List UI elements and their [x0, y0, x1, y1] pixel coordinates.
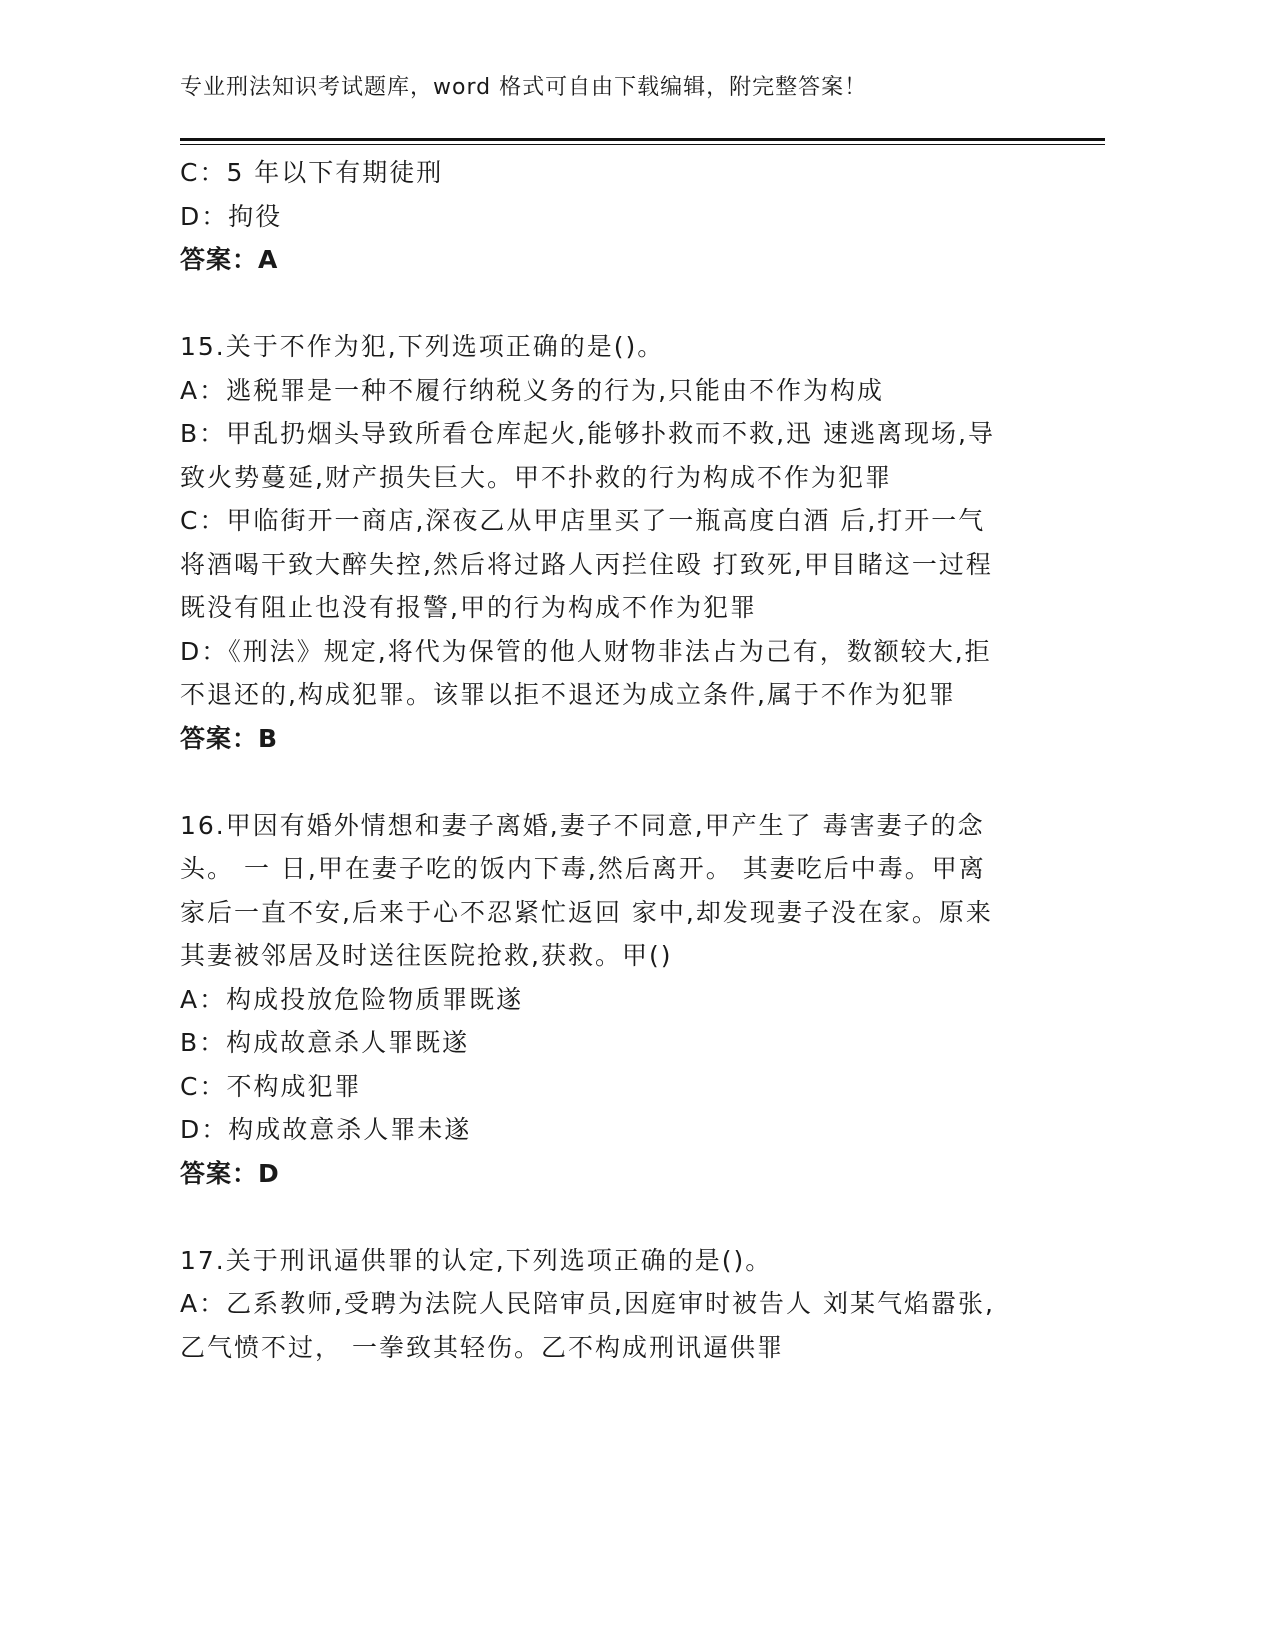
document-body	[180, 151, 1040, 1369]
question-line: 16.甲因有婚外情想和妻子离婚,妻子不同意,甲产生了 毒害妻子的念	[180, 810, 985, 840]
option-line: A：构成投放危险物质罪既遂	[180, 984, 524, 1014]
option-line: 将酒喝干致大醉失控,然后将过路人丙拦住殴 打致死,甲目睹这一过程	[180, 549, 993, 579]
option-line: D：《刑法》规定,将代为保管的他人财物非法占为己有，数额较大,拒	[180, 636, 992, 666]
answer-line: 答案：D	[180, 1158, 280, 1188]
option-line: C：不构成犯罪	[180, 1071, 362, 1101]
answer-line: 答案：B	[180, 723, 279, 753]
question-line: 家后一直不安,后来于心不忍紧忙返回 家中,却发现妻子没在家。原来	[180, 897, 993, 927]
option-line: D：构成故意杀人罪未遂	[180, 1115, 472, 1144]
option-line: 不退还的,构成犯罪。该罪以拒不退还为成立条件,属于不作为犯罪	[180, 680, 956, 709]
spacer	[180, 282, 1040, 326]
option-line: B：构成故意杀人罪既遂	[180, 1028, 470, 1057]
option-line: B：甲乱扔烟头导致所看仓库起火,能够扑救而不救,迅 速逃离现场,导	[180, 419, 995, 448]
page-header: 专业刑法知识考试题库，word 格式可自由下载编辑，附完整答案！	[180, 75, 868, 100]
option-line: A：乙系教师,受聘为法院人民陪审员,因庭审时被告人 刘某气焰嚣张,	[180, 1289, 995, 1318]
spacer	[180, 1195, 1040, 1239]
question-line: 头。 一 日,甲在妻子吃的饭内下毒,然后离开。 其妻吃后中毒。甲离	[180, 854, 986, 883]
question-line: 15.关于不作为犯,下列选项正确的是()。	[180, 332, 665, 361]
spacer	[180, 760, 1040, 804]
header-rule-thin	[180, 144, 1105, 145]
question-line: 其妻被邻居及时送往医院抢救,获救。甲()	[180, 941, 673, 970]
option-line: C：甲临街开一商店,深夜乙从甲店里买了一瓶高度白酒 后,打开一气	[180, 506, 986, 535]
option-line: 致火势蔓延,财产损失巨大。甲不扑救的行为构成不作为犯罪	[180, 462, 892, 492]
answer-line: 答案：A	[180, 245, 279, 274]
option-line: 乙气愤不过， 一拳致其轻伤。乙不构成刑讯逼供罪	[180, 1332, 784, 1362]
option-line: A：逃税罪是一种不履行纳税义务的行为,只能由不作为构成	[180, 375, 885, 405]
question-line: 17.关于刑讯逼供罪的认定,下列选项正确的是()。	[180, 1245, 773, 1275]
option-line: D：拘役	[180, 201, 283, 231]
header-rule-thick	[180, 138, 1105, 141]
option-line: C：5 年以下有期徒刑	[180, 158, 444, 187]
option-line: 既没有阻止也没有报警,甲的行为构成不作为犯罪	[180, 593, 757, 622]
